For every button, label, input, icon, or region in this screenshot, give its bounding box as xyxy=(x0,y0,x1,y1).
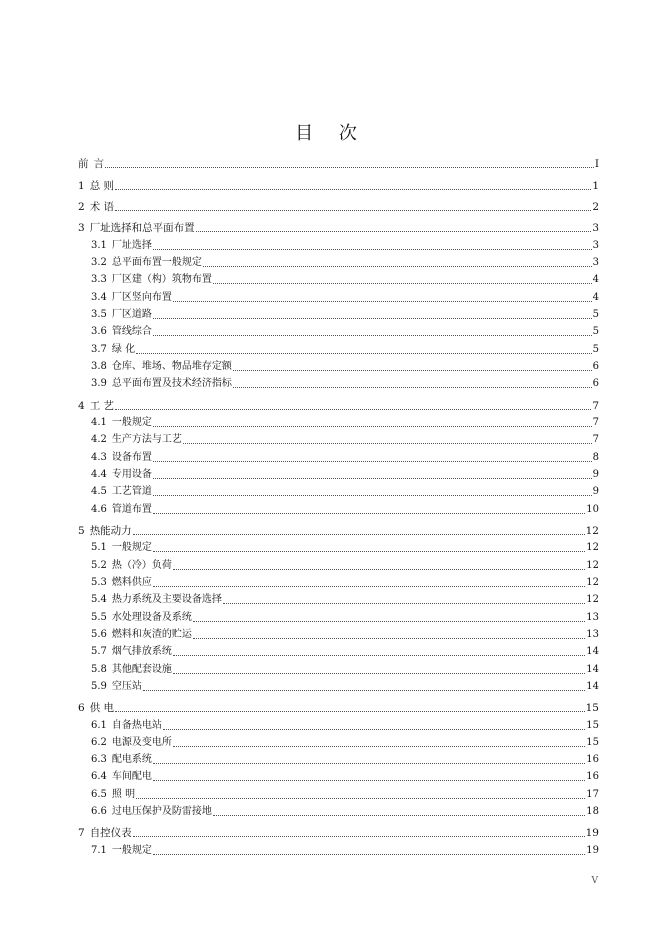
toc-entry-label: 厂区竖向布置 xyxy=(111,291,172,303)
toc-entry-label: 厂址选择 xyxy=(111,239,152,251)
toc-entry-number: 5.1 xyxy=(91,542,107,554)
toc-entry-label: 烟气排放系统 xyxy=(111,646,172,658)
toc-entry-label: 设备布置 xyxy=(111,451,152,463)
toc-entry-page: 8 xyxy=(592,451,599,463)
toc-entry-page: 12 xyxy=(586,594,599,606)
toc-entry[interactable] xyxy=(78,607,599,624)
toc-entry-number: 7.1 xyxy=(91,844,107,856)
toc-entry-label: 专用设备 xyxy=(111,468,152,480)
toc-entry-page: 17 xyxy=(586,788,599,800)
toc-entry[interactable] xyxy=(78,339,599,356)
toc-entry-page: 15 xyxy=(585,702,599,715)
toc-entry[interactable] xyxy=(78,287,599,304)
toc-entry-page: 19 xyxy=(585,827,599,840)
toc-entry[interactable] xyxy=(78,677,599,694)
toc-entry[interactable] xyxy=(78,733,599,750)
toc-entry-label: 管道布置 xyxy=(111,503,152,515)
toc-entry-number: 5.8 xyxy=(91,663,107,675)
toc-entry[interactable] xyxy=(78,413,599,430)
toc-entry-page: 1 xyxy=(592,179,599,192)
toc-entry-label: 厂址选择和总平面布置 xyxy=(89,222,195,235)
toc-entry-label: 水处理设备及系统 xyxy=(111,611,192,623)
toc-entry[interactable] xyxy=(78,235,599,252)
toc-entry[interactable] xyxy=(78,357,599,374)
toc-entry-number: 6.1 xyxy=(91,719,107,731)
toc-entry-page: 9 xyxy=(592,468,599,480)
dot-leader xyxy=(173,655,585,656)
dot-leader xyxy=(153,461,592,462)
dot-leader xyxy=(193,621,585,622)
toc-entry-page: I xyxy=(594,158,599,171)
toc-entry[interactable] xyxy=(78,823,599,840)
toc-entry-page: 7 xyxy=(592,434,599,446)
toc-entry-page: 5 xyxy=(592,343,599,355)
toc-entry[interactable] xyxy=(78,154,599,171)
dot-leader xyxy=(153,780,585,781)
toc-entry-label: 总平面布置及技术经济指标 xyxy=(111,378,232,390)
toc-entry-label: 自备热电站 xyxy=(111,719,162,731)
dot-leader xyxy=(105,167,594,168)
toc-entry-page: 19 xyxy=(586,844,599,856)
toc-entry-label: 电源及变电所 xyxy=(111,736,172,748)
dot-leader xyxy=(233,370,592,371)
toc-title: 目 次 xyxy=(295,123,367,144)
toc-entry-page: 15 xyxy=(586,719,599,731)
toc-entry[interactable] xyxy=(78,465,599,482)
toc-entry-page: 5 xyxy=(592,326,599,338)
dot-leader xyxy=(173,746,585,747)
toc-entry[interactable] xyxy=(78,767,599,784)
toc-entry-number: 5.9 xyxy=(91,680,107,692)
toc-entry-page: 12 xyxy=(586,559,599,571)
toc-entry-label: 仓库、堆场、物品堆存定额 xyxy=(111,360,232,372)
toc-entry[interactable] xyxy=(78,218,599,235)
toc-entry[interactable] xyxy=(78,447,599,464)
toc-entry-number: 4.1 xyxy=(91,416,107,428)
toc-entry-number: 5.5 xyxy=(91,611,107,623)
toc-entry-page: 18 xyxy=(586,806,599,818)
dot-leader xyxy=(153,551,585,552)
dot-leader xyxy=(153,478,592,479)
toc-entry-label: 生产方法与工艺 xyxy=(111,434,182,446)
toc-entry-page: 3 xyxy=(592,256,599,268)
toc-entry-label: 一般规定 xyxy=(111,844,152,856)
toc-entry-number: 2 xyxy=(78,200,85,213)
dot-leader xyxy=(143,690,585,691)
toc-entry-number: 3.7 xyxy=(91,343,107,355)
dot-leader xyxy=(115,189,591,190)
dot-leader xyxy=(136,353,592,354)
toc-entry-label: 总 则 xyxy=(89,179,115,192)
toc-entry-label: 供 电 xyxy=(89,702,115,715)
toc-entry-number: 3.3 xyxy=(91,274,107,286)
toc-entry-number: 3.4 xyxy=(91,291,107,303)
toc-entry[interactable] xyxy=(78,840,599,857)
toc-entry-page: 12 xyxy=(586,542,599,554)
toc-entry-label: 车间配电 xyxy=(111,771,152,783)
dot-leader xyxy=(115,711,585,712)
toc-entry[interactable] xyxy=(78,175,599,192)
toc-entry[interactable] xyxy=(78,715,599,732)
toc-entry-number: 3.5 xyxy=(91,308,107,320)
toc-entry-label: 绿 化 xyxy=(111,343,136,355)
dot-leader xyxy=(233,387,592,388)
toc-entry-page: 14 xyxy=(586,646,599,658)
toc-entry-number: 6.4 xyxy=(91,771,107,783)
toc-entry-page: 6 xyxy=(592,378,599,390)
toc-entry[interactable] xyxy=(78,538,599,555)
toc-entry-number: 4.5 xyxy=(91,486,107,498)
dot-leader xyxy=(163,729,585,730)
toc-entry-number: 5.4 xyxy=(91,594,107,606)
toc-entry-page: 7 xyxy=(592,416,599,428)
toc-entry-label: 过电压保护及防雷接地 xyxy=(111,806,212,818)
toc-entry-page: 13 xyxy=(586,628,599,640)
toc-entry-number: 4 xyxy=(78,399,85,412)
toc-entry[interactable] xyxy=(78,253,599,270)
dot-leader xyxy=(115,210,591,211)
toc-entry-label: 自控仪表 xyxy=(89,827,132,840)
dot-leader xyxy=(173,301,592,302)
toc-entry[interactable] xyxy=(78,521,599,538)
toc-entry-page: 12 xyxy=(586,576,599,588)
dot-leader xyxy=(115,409,591,410)
dot-leader xyxy=(196,231,592,232)
dot-leader xyxy=(193,638,585,639)
dot-leader xyxy=(153,586,585,587)
toc-entry-number: 3.2 xyxy=(91,256,107,268)
dot-leader xyxy=(153,249,592,250)
toc-entry-number: 3.1 xyxy=(91,239,107,251)
toc-entry-page: 6 xyxy=(592,360,599,372)
toc-entry-number: 4.6 xyxy=(91,503,107,515)
toc-entry-label: 工艺管道 xyxy=(111,486,152,498)
toc-entry[interactable] xyxy=(78,659,599,676)
toc-entry-number: 5.2 xyxy=(91,559,107,571)
toc-entry-page: 5 xyxy=(592,308,599,320)
toc-entry-label: 热力系统及主要设备选择 xyxy=(111,594,222,606)
toc-entry-number: 1 xyxy=(78,179,85,192)
toc-entry-page: 14 xyxy=(586,680,599,692)
dot-leader xyxy=(133,534,585,535)
toc-entry[interactable] xyxy=(78,625,599,642)
dot-leader xyxy=(133,836,585,837)
toc-entry-page: 12 xyxy=(585,524,599,537)
dot-leader xyxy=(153,763,585,764)
toc-entry-label: 燃料和灰渣的贮运 xyxy=(111,628,192,640)
toc-entry-label: 热能动力 xyxy=(89,524,132,537)
dot-leader xyxy=(213,815,585,816)
dot-leader xyxy=(213,283,592,284)
toc-entry-number: 6.6 xyxy=(91,806,107,818)
dot-leader xyxy=(153,495,592,496)
toc-entry[interactable] xyxy=(78,270,599,287)
toc-entry[interactable] xyxy=(78,197,599,214)
toc-entry-label: 一般规定 xyxy=(111,542,152,554)
dot-leader xyxy=(136,798,585,799)
toc-entry-page: 4 xyxy=(592,291,599,303)
toc-entry[interactable] xyxy=(78,784,599,801)
toc-entry[interactable] xyxy=(78,555,599,572)
toc-entry-label: 厂区建（构）筑物布置 xyxy=(111,274,212,286)
toc-entry-number: 3.6 xyxy=(91,326,107,338)
toc-entry-label: 空压站 xyxy=(111,680,142,692)
toc-entry[interactable] xyxy=(78,750,599,767)
toc-entry-page: 3 xyxy=(592,239,599,251)
toc-entry-label: 厂区道路 xyxy=(111,308,152,320)
toc-entry-page: 16 xyxy=(586,771,599,783)
toc-entry[interactable] xyxy=(78,590,599,607)
toc-entry-page: 16 xyxy=(586,754,599,766)
dot-leader xyxy=(153,335,592,336)
toc-entry-number: 7 xyxy=(78,827,85,840)
toc-entry[interactable] xyxy=(78,322,599,339)
dot-leader xyxy=(173,673,585,674)
toc-entry[interactable] xyxy=(78,374,599,391)
toc-entry-label: 其他配套设施 xyxy=(111,663,172,675)
toc-entry-page: 14 xyxy=(586,663,599,675)
toc-entry-page: 9 xyxy=(592,486,599,498)
toc-entry-number: 5.3 xyxy=(91,576,107,588)
toc-entry-page: 13 xyxy=(586,611,599,623)
toc-entry-label: 燃料供应 xyxy=(111,576,152,588)
toc-entry-number: 4.2 xyxy=(91,434,107,446)
toc-entry-page: 10 xyxy=(586,503,599,515)
toc-entry-number: 4.4 xyxy=(91,468,107,480)
toc-entry[interactable] xyxy=(78,395,599,412)
toc-entry-label: 言 xyxy=(93,158,104,171)
dot-leader xyxy=(153,426,592,427)
dot-leader xyxy=(153,318,592,319)
toc-entry-label: 术 语 xyxy=(89,200,115,213)
toc-entry[interactable] xyxy=(78,499,599,516)
toc-entry[interactable] xyxy=(78,430,599,447)
toc-entry-page: 4 xyxy=(592,274,599,286)
toc-entry-number: 6.3 xyxy=(91,754,107,766)
toc-entry-label: 照 明 xyxy=(111,788,136,800)
toc-entry[interactable] xyxy=(78,573,599,590)
toc-entry-label: 配电系统 xyxy=(111,754,152,766)
toc-entry-label: 总平面布置一般规定 xyxy=(111,256,202,268)
toc-entry[interactable] xyxy=(78,305,599,322)
toc-entry-number: 3 xyxy=(78,222,85,235)
toc-entry[interactable] xyxy=(78,698,599,715)
toc-entry-page: 15 xyxy=(586,736,599,748)
dot-leader xyxy=(153,854,585,855)
toc-entry[interactable] xyxy=(78,802,599,819)
toc-entry[interactable] xyxy=(78,482,599,499)
toc-entry-page: 7 xyxy=(592,399,599,412)
dot-leader xyxy=(223,603,585,604)
toc-entry-number: 4.3 xyxy=(91,451,107,463)
dot-leader xyxy=(203,266,592,267)
dot-leader xyxy=(183,443,592,444)
toc-entry-page: 3 xyxy=(592,222,599,235)
toc-entry-label: 热（冷）负荷 xyxy=(111,559,172,571)
toc-entry-number: 5.6 xyxy=(91,628,107,640)
toc-entry[interactable] xyxy=(78,642,599,659)
toc-entry-number: 5 xyxy=(78,524,85,537)
toc-entry-number: 前 xyxy=(78,158,89,171)
toc-entry-label: 工 艺 xyxy=(89,399,115,412)
toc-entry-number: 3.9 xyxy=(91,378,107,390)
page-number: V xyxy=(591,876,598,886)
toc-entry-number: 6.5 xyxy=(91,788,107,800)
toc-entry-number: 6 xyxy=(78,702,85,715)
dot-leader xyxy=(173,569,585,570)
toc-entry-number: 5.7 xyxy=(91,646,107,658)
table-of-contents xyxy=(78,154,599,858)
toc-entry-page: 2 xyxy=(592,200,599,213)
toc-entry-label: 一般规定 xyxy=(111,416,152,428)
dot-leader xyxy=(153,513,585,514)
toc-entry-number: 3.8 xyxy=(91,360,107,372)
toc-entry-number: 6.2 xyxy=(91,736,107,748)
toc-entry-label: 管线综合 xyxy=(111,326,152,338)
